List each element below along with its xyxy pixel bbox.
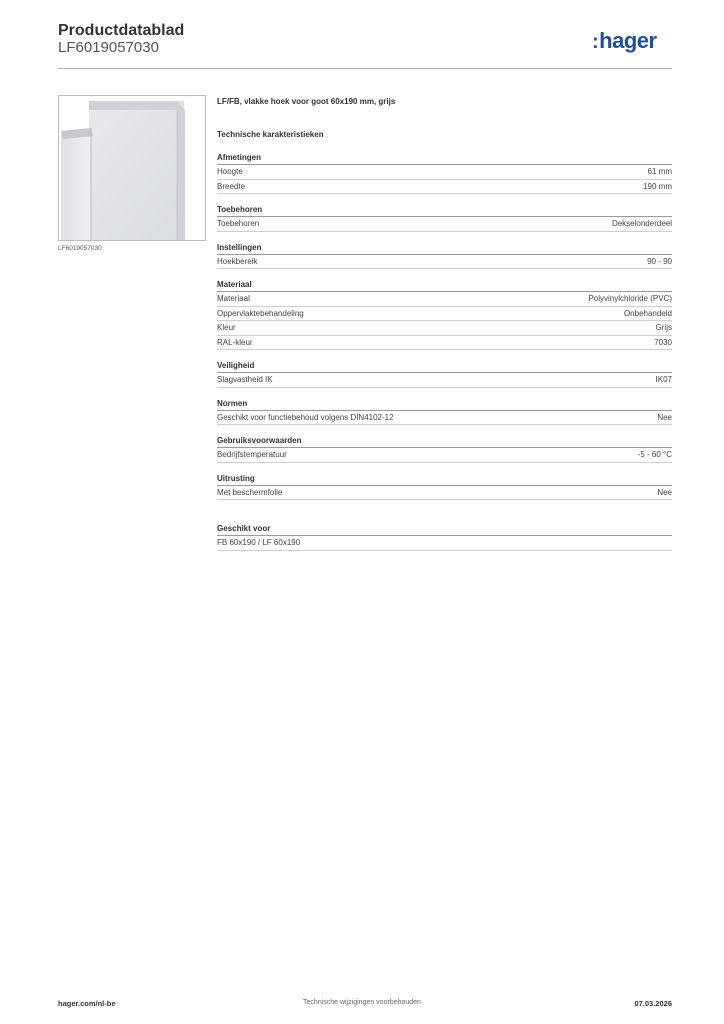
section-title: Afmetingen [217,152,672,165]
spec-section [217,242,672,270]
section-title: Veiligheid [217,360,672,373]
spec-value: Nee [657,412,672,422]
spec-row [217,292,672,307]
spec-value: IK07 [655,375,672,384]
spec-label: Toebehoren [217,219,260,228]
spec-row [217,411,672,426]
logo-colon-icon: : [592,31,599,53]
spec-value: Nee [657,487,672,497]
spec-value: 7030 [654,337,672,347]
spec-section [217,152,672,194]
spec-label: Kleur [217,323,236,332]
spec-label: Hoekbereik [217,256,258,266]
section-title: Geschikt voor [217,523,672,536]
hager-logo [592,28,657,54]
image-caption: LF6019057030 [58,245,102,252]
spec-row [217,448,672,463]
section-title: Normen [217,398,672,411]
spec-section [217,435,672,463]
section-title: Toebehoren [217,204,672,217]
section-title: Gebruiksvoorwaarden [217,435,672,448]
spec-section [217,473,672,501]
spec-label: Bedrijfstemperatuur [217,450,287,459]
spec-row [217,536,672,551]
spec-row [217,165,672,180]
spec-row [217,217,672,232]
spec-section [217,204,672,232]
spec-label: Oppervlaktebehandeling [217,308,304,318]
header-divider [58,68,672,69]
spec-section [217,279,672,350]
spec-value: 61 mm [647,167,672,176]
spec-row [217,307,672,322]
spec-section [217,398,672,426]
technical-characteristics-title: Technische karakteristieken [217,130,324,139]
product-image [58,95,206,241]
section-title: Instellingen [217,242,672,255]
spec-label: Slagvastheid IK [217,375,273,384]
spec-label: Geschikt voor functiebehoud volgens DIN4102-12 [217,412,394,422]
spec-row [217,255,672,270]
product-description: LF/FB, vlakke hoek voor goot 60x190 mm, grijs [217,97,396,106]
footer-website[interactable]: hager.com/nl-be [58,999,116,1008]
spec-area [217,97,672,561]
suitable-for-section [217,523,672,551]
section-title: Materiaal [217,279,672,292]
flat-angle-product-illustration [59,96,205,240]
spec-value: Dekselonderdeel [611,219,672,228]
spec-value: Onbehandeld [623,308,672,318]
spec-value: Polyvinylchloride (PVC) [588,294,672,303]
section-title: Uitrusting [217,473,672,486]
product-code: LF6019057030 [58,39,159,56]
spec-label: Hoogte [217,167,243,176]
spec-sections [217,152,672,500]
spec-row [217,486,672,501]
logo-text: hager [599,28,657,53]
spec-section [217,360,672,388]
spec-value: 190 mm [643,181,672,191]
spec-row [217,180,672,195]
spec-row [217,321,672,336]
spec-label: FB 60x190 / LF 60x190 [217,538,301,547]
spec-label: Materiaal [217,294,250,303]
footer-notice: Technische wijzigingen voorbehouden [303,999,421,1006]
spec-row [217,336,672,351]
spec-label: RAL-kleur [217,337,253,347]
footer-date: 07.03.2026 [634,999,672,1008]
spec-value: 90 - 90 [647,256,672,266]
page-title: Productdatablad [58,22,185,39]
spec-label: Met beschermfolie [217,487,283,497]
spec-value: Grijs [655,323,672,332]
spec-row [217,373,672,388]
spec-label: Breedte [217,181,246,191]
spec-value: -5 - 60 °C [637,450,672,459]
